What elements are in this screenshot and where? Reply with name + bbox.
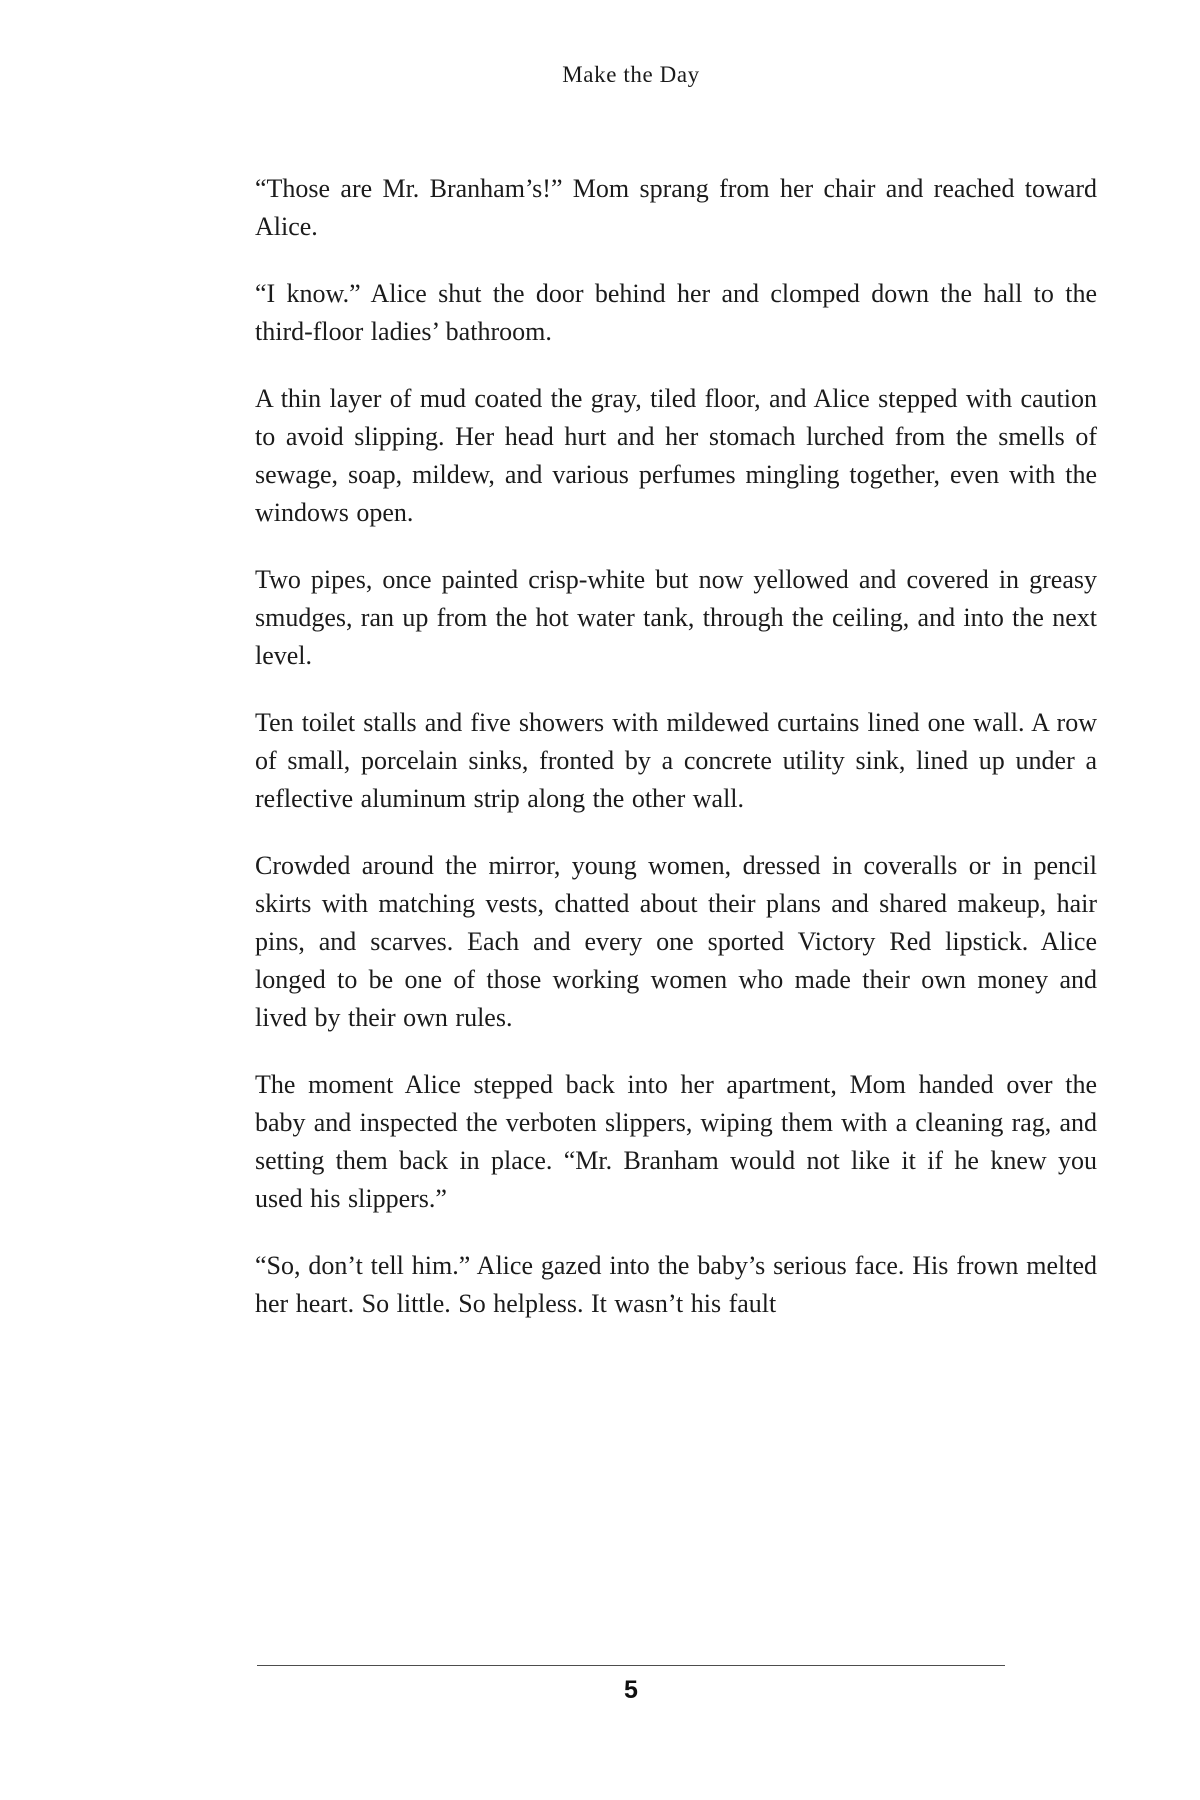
footer-divider [257, 1665, 1005, 1666]
paragraph: Ten toilet stalls and five showers with mildewed curtains lined one wall. A row of small, porcelain sinks, fronted by a concrete utility sink, lined up under a reflective aluminum strip along the other wall. [255, 708, 1097, 813]
paragraph: Two pipes, once painted crisp-white but now yellowed and covered in greasy smudges, ran up from the hot water tank, through the ceiling, and into the next level. [255, 565, 1097, 670]
paragraph: Crowded around the mirror, young women, dressed in coveralls or in pencil skirts with matching vests, chatted about their plans and shared makeup, hair pins, and scarves. Each and every one sported Victory Red lipstick. Alice longed to be one of those working women who made their own money and lived by their own rules. [255, 851, 1097, 1032]
paragraph: “I know.” Alice shut the door behind her and clomped down the hall to the third-floor ladies’ bathroom. [255, 279, 1097, 346]
paragraph: “So, don’t tell him.” Alice gazed into the baby’s serious face. His frown melted her heart. So little. So helpless. It wasn’t his fault [255, 1251, 1097, 1318]
page-body [255, 170, 1097, 1323]
page-number: 5 [624, 1676, 638, 1704]
paragraph: “Those are Mr. Branham’s!” Mom sprang from her chair and reached toward Alice. [255, 174, 1097, 241]
paragraph: A thin layer of mud coated the gray, tiled floor, and Alice stepped with caution to avoid slipping. Her head hurt and her stomach lurched from the smells of sewage, soap, mildew, and various perfumes mingling together, even with the windows open. [255, 384, 1097, 527]
paragraph: The moment Alice stepped back into her apartment, Mom handed over the baby and inspected the verboten slippers, wiping them with a cleaning rag, and setting them back in place. “Mr. Branham would not like it if he knew you used his slippers.” [255, 1070, 1097, 1213]
running-header-title: Make the Day [562, 62, 700, 87]
